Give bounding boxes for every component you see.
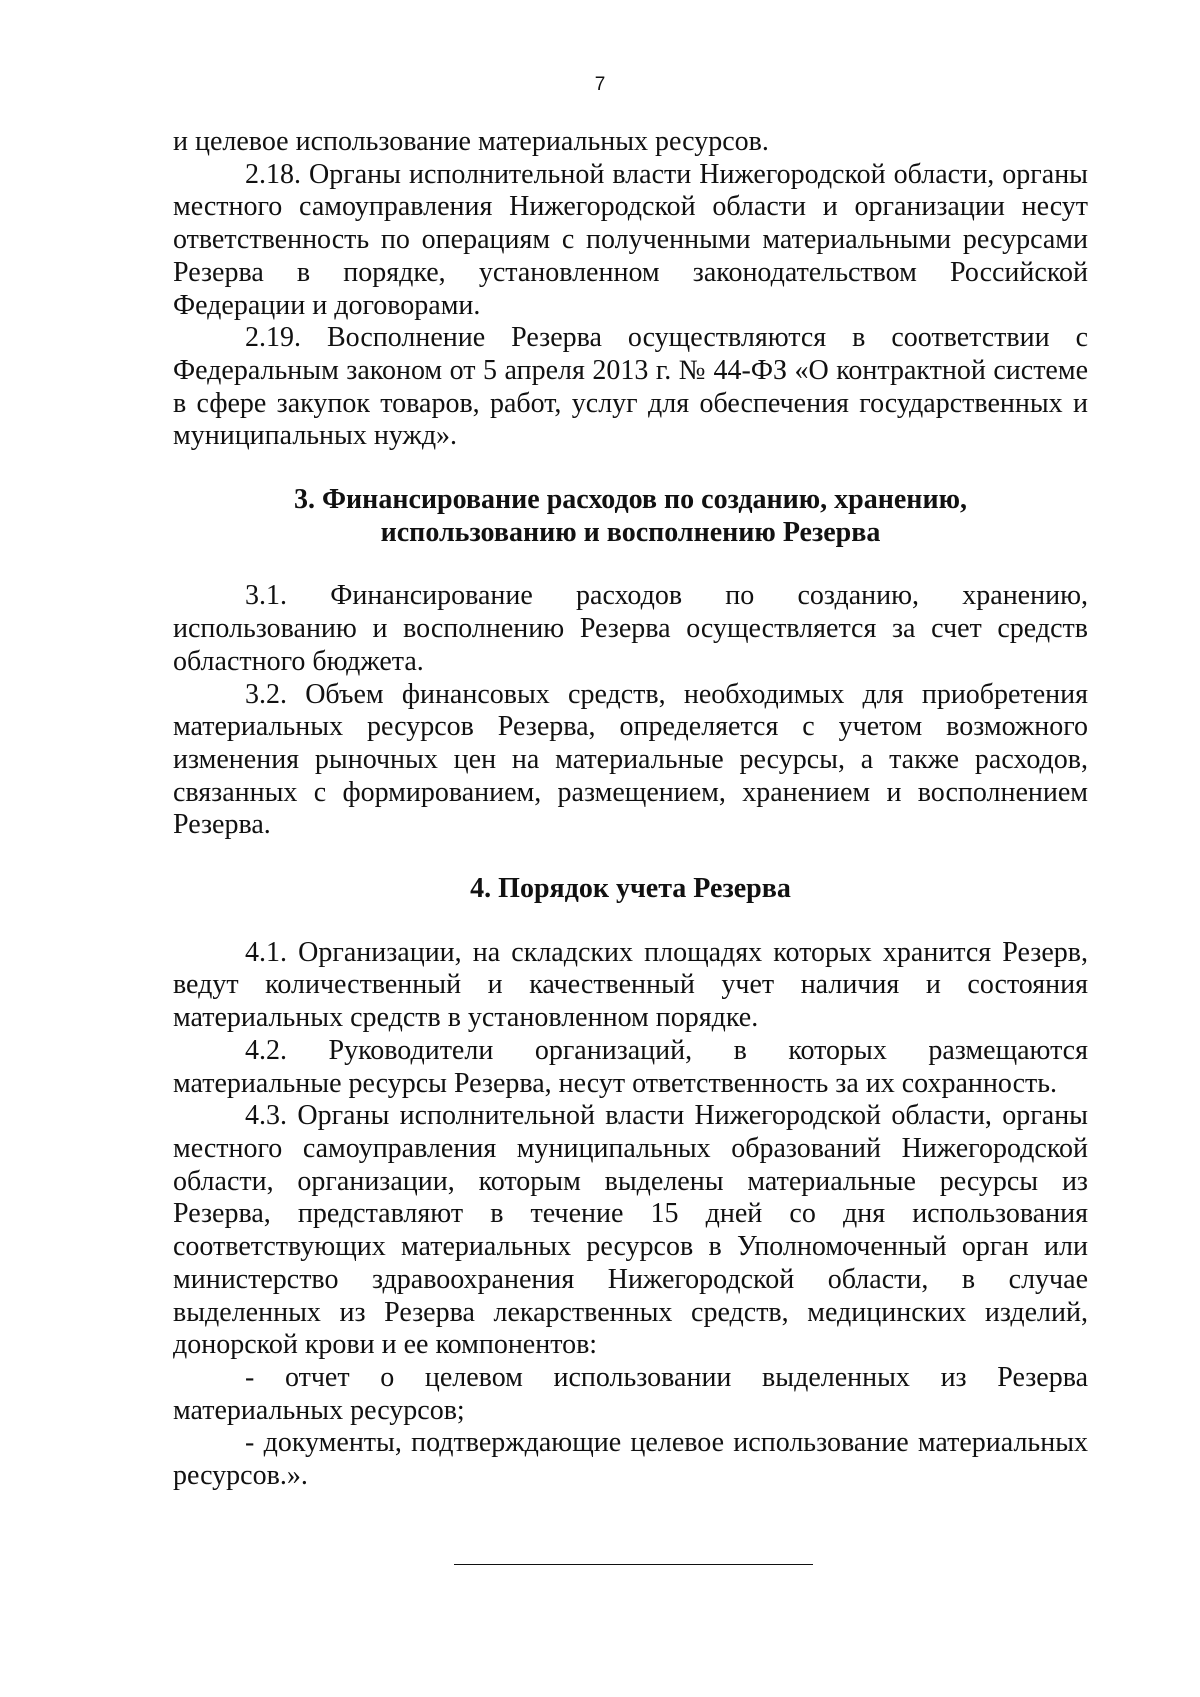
paragraph-4-2: 4.2. Руководители организаций, в которых размещаются материальные ресурсы Резерва, несут ответственность за их сохранность. (173, 1034, 1088, 1099)
list-item-report: - отчет о целевом использовании выделенных из Резерва материальных ресурсов; (173, 1361, 1088, 1426)
section-3-heading-line-2: использованию и восполнению Резерва (380, 516, 881, 548)
page-number: 7 (594, 74, 606, 95)
list-item-documents: - документы, подтверждающие целевое использование материальных ресурсов.». (173, 1427, 1088, 1492)
section-3-heading-line-1: 3. Финансирование расходов по созданию, хранению, (294, 484, 967, 516)
end-of-document-rule (454, 1564, 813, 1565)
paragraph-continuation: и целевое использование материальных ресурсов. (173, 126, 769, 157)
paragraph-2-19: 2.19. Восполнение Резерва осуществляются в соответствии с Федеральным законом от 5 апреля 2013 г. № 44-ФЗ «О контрактной системе в сфере закупок товаров, работ, услуг для обеспечения государственных и муниципальных нужд». (173, 322, 1088, 452)
paragraph-3-2: 3.2. Объем финансовых средств, необходимых для приобретения материальных ресурсов Резерва, определяется с учетом возможного изменения рыночных цен на материальные ресурсы, а также расходов, связанных с формированием, размещением, хранением и восполнением Резерва. (173, 678, 1088, 841)
paragraph-2-18: 2.18. Органы исполнительной власти Нижегородской области, органы местного самоуправления Нижегородской области и организации несут ответственность по операциям с полученными материальными ресурсами Резерва в порядке, установленном законодательством Российской Федерации и договорами. (173, 158, 1088, 321)
section-3-heading (173, 484, 1088, 549)
paragraph-3-1: 3.1. Финансирование расходов по созданию, хранению, использованию и восполнению Резерва осуществляется за счет средств областного бюджета. (173, 580, 1088, 677)
paragraph-4-1: 4.1. Организации, на складских площадях которых хранится Резерв, ведут количественный и качественный учет наличия и состояния материальных средств в установленном порядке. (173, 936, 1088, 1034)
paragraph-4-3: 4.3. Органы исполнительной власти Нижегородской области, органы местного самоуправления муниципальных образований Нижегородской области, организации, которым выделены материальные ресурсы из Резерва, представляют в течение 15 дней со дня использования соответствующих материальных ресурсов в Уполномоченный орган или министерство здравоохранения Нижегородской области, в случае выделенных из Резерва лекарственных средств, медицинских изделий, донорской крови и ее компонентов: (173, 1100, 1088, 1361)
document-body (173, 126, 1088, 1493)
section-4-heading: 4. Порядок учета Резерва (470, 873, 791, 905)
